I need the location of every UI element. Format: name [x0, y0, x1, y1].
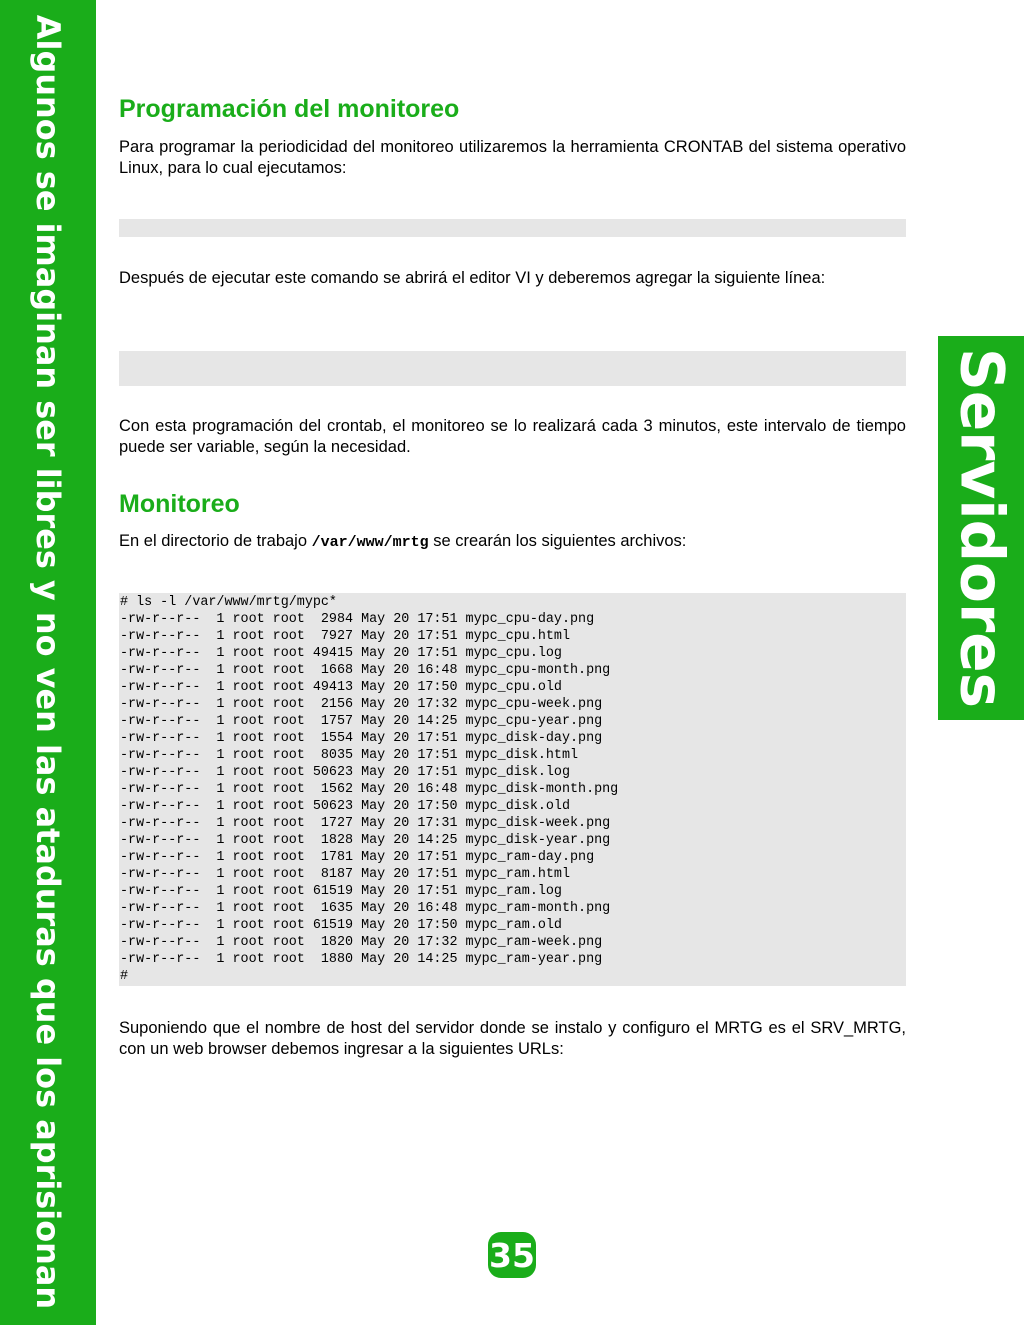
heading-programacion: Programación del monitoreo [119, 95, 460, 123]
code-line: -rw-r--r-- 1 root root 1820 May 20 17:32 mypc_ram-week.png [120, 935, 603, 950]
code-line: -rw-r--r-- 1 root root 8035 May 20 17:51 mypc_disk.html [120, 748, 579, 763]
paragraph-text: En el directorio de trabajo [119, 532, 312, 550]
code-block-listing [119, 593, 906, 986]
code-line: -rw-r--r-- 1 root root 61519 May 20 17:50 mypc_ram.old [120, 918, 562, 933]
code-line: -rw-r--r-- 1 root root 2984 May 20 17:51 mypc_cpu-day.png [120, 612, 595, 627]
code-line: -rw-r--r-- 1 root root 1668 May 20 16:48 mypc_cpu-month.png [120, 663, 611, 678]
section-tab [938, 336, 1024, 720]
code-line: -rw-r--r-- 1 root root 1554 May 20 17:51 mypc_disk-day.png [120, 731, 603, 746]
paragraph-directory [119, 531, 906, 553]
left-margin-quote: Algunos se imaginan ser libres y no ven las ataduras que los aprisionan [29, 14, 67, 1310]
paragraph-interval: Con esta programación del crontab, el monitoreo se lo realizará cada 3 minutos, este intervalo de tiempo puede ser variable, según la necesidad. [119, 417, 906, 456]
code-line: -rw-r--r-- 1 root root 1757 May 20 14:25 mypc_cpu-year.png [120, 714, 603, 729]
page-number: 35 [488, 1232, 536, 1278]
code-block-crontab [119, 219, 906, 237]
code-line: -rw-r--r-- 1 root root 1828 May 20 14:25 mypc_disk-year.png [120, 833, 611, 848]
code-line: -rw-r--r-- 1 root root 2156 May 20 17:32 mypc_cpu-week.png [120, 697, 603, 712]
code-line: -rw-r--r-- 1 root root 1635 May 20 16:48 mypc_ram-month.png [120, 901, 611, 916]
code-line: -rw-r--r-- 1 root root 1562 May 20 16:48 mypc_disk-month.png [120, 782, 619, 797]
heading-monitoreo: Monitoreo [119, 490, 240, 518]
code-line: -rw-r--r-- 1 root root 49413 May 20 17:50 mypc_cpu.old [120, 680, 562, 695]
left-margin-band [0, 0, 96, 1325]
code-line: # [120, 969, 129, 984]
code-line: -rw-r--r-- 1 root root 1727 May 20 17:31 mypc_disk-week.png [120, 816, 611, 831]
inline-code-path: /var/www/mrtg [311, 534, 429, 551]
code-line: -rw-r--r-- 1 root root 50623 May 20 17:51 mypc_disk.log [120, 765, 570, 780]
code-line: -rw-r--r-- 1 root root 50623 May 20 17:50 mypc_disk.old [120, 799, 570, 814]
code-line: -rw-r--r-- 1 root root 7927 May 20 17:51 mypc_cpu.html [120, 629, 570, 644]
code-line: -rw-r--r-- 1 root root 49415 May 20 17:51 mypc_cpu.log [120, 646, 562, 661]
code-line: -rw-r--r-- 1 root root 1781 May 20 17:51 mypc_ram-day.png [120, 850, 595, 865]
code-line: -rw-r--r-- 1 root root 1880 May 20 14:25 mypc_ram-year.png [120, 952, 603, 967]
paragraph-urls: Suponiendo que el nombre de host del servidor donde se instalo y configuro el MRTG es el SRV_MRTG, con un web browser debemos ingresar a la siguientes URLs: [119, 1019, 906, 1058]
section-tab-label: Servidores [946, 348, 1016, 708]
code-block-cron-line [119, 351, 906, 386]
paragraph-intro: Para programar la periodicidad del monitoreo utilizaremos la herramienta CRONTAB del sistema operativo Linux, para lo cual ejecutamos: [119, 138, 906, 177]
paragraph-text: se crearán los siguientes archivos: [428, 532, 687, 550]
code-line: -rw-r--r-- 1 root root 8187 May 20 17:51 mypc_ram.html [120, 867, 570, 882]
code-line: # ls -l /var/www/mrtg/mypc* [120, 595, 337, 610]
code-line: -rw-r--r-- 1 root root 61519 May 20 17:51 mypc_ram.log [120, 884, 562, 899]
code-line [120, 385, 906, 386]
paragraph-after-crontab: Después de ejecutar este comando se abrirá el editor VI y deberemos agregar la siguiente línea: [119, 269, 826, 287]
